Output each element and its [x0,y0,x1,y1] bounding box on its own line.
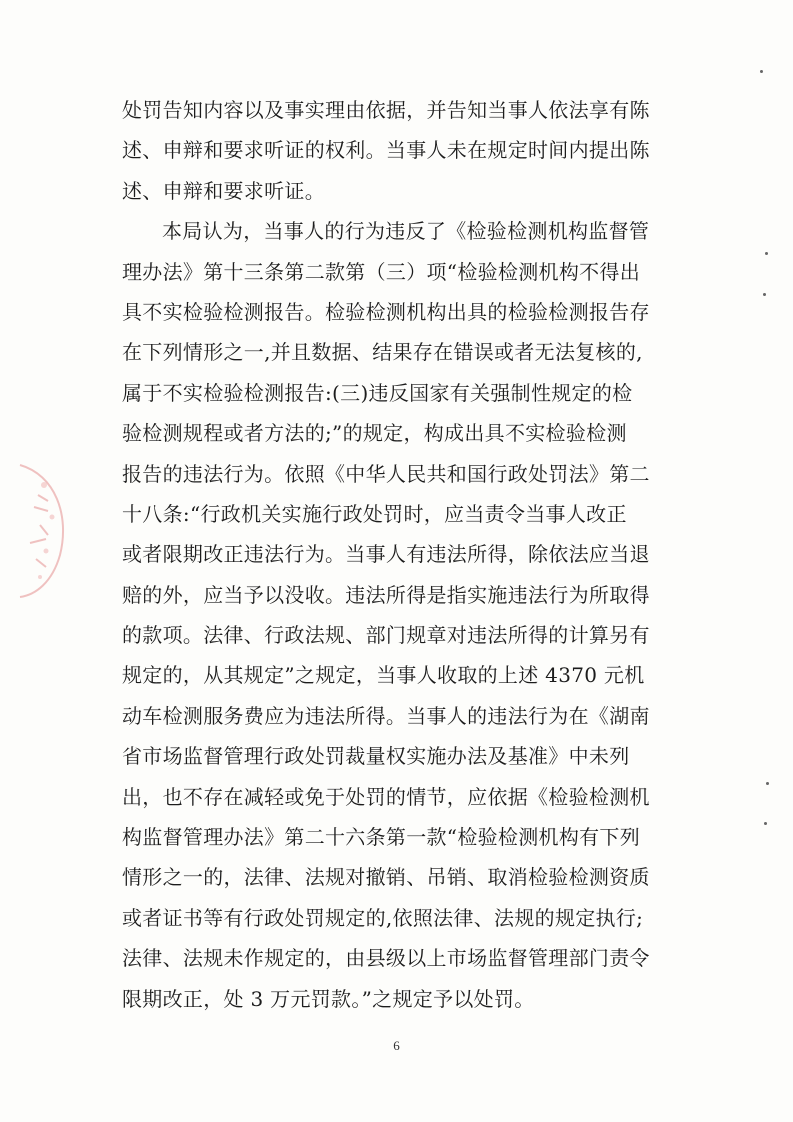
text-line: 赔的外，应当予以没收。违法所得是指实施违法行为所取得 [122,582,650,607]
text-line: 验检测规程或者方法的;”的规定，构成出具不实检验检测 [122,421,627,446]
scan-speck [764,822,767,825]
text-line: 或者证书等有行政处罚规定的,依照法律、法规的规定执行; [122,905,644,930]
text-line: 理办法》第十三条第二款第（三）项“检验检测机构不得出 [122,259,641,284]
scan-speck [766,782,769,785]
page-number: 6 [393,1038,400,1053]
text-line: 属于不实检验检测报告:(三)违反国家有关强制性规定的检 [122,380,633,405]
text-line: 情形之一的，法律、法规对撤销、吊销、取消检验检测资质 [122,865,650,890]
text-line: 述、申辩和要求听证。 [122,178,325,203]
text-line: 具不实检验检测报告。检验检测机构出具的检验检测报告存 [122,299,650,324]
scan-speck [760,70,763,73]
body-text [122,90,682,1019]
text-line: 构监督管理办法》第二十六条第一款“检验检测机构有下列 [122,825,641,850]
scan-speck [765,252,768,255]
text-line: 在下列情形之一,并且数据、结果存在错误或者无法复核的, [122,340,643,365]
text-line: 动车检测服务费应为违法所得。当事人的违法行为在《湖南 [122,703,650,728]
text-line: 处罚告知内容以及事实理由依据，并告知当事人依法享有陈 [122,98,650,122]
text-line: 十八条:“行政机关实施行政处罚时，应当责令当事人改正 [122,501,627,526]
text-line: 述、申辩和要求听证的权利。当事人未在规定时间内提出陈 [122,138,650,163]
text-line: 或者限期改正违法行为。当事人有违法所得，除依法应当退 [122,542,650,567]
text-line: 出，也不存在减轻或免于处罚的情节，应依据《检验检测机 [122,784,650,809]
text-line: 的款项。法律、行政法规、部门规章对违法所得的计算另有 [122,623,650,648]
seal-stamp-fragment [0,455,80,605]
text-line: 限期改正，处 3 万元罚款。”之规定予以处罚。 [122,986,535,1011]
scan-speck [763,293,766,296]
text-line: 报告的违法行为。依照《中华人民共和国行政处罚法》第二 [122,461,650,486]
text-line: 规定的，从其规定”之规定，当事人收取的上述 4370 元机 [122,663,645,688]
text-line: 法律、法规未作规定的，由县级以上市场监督管理部门责令 [122,946,650,971]
text-line: 省市场监督管理行政处罚裁量权实施办法及基准》中未列 [122,744,630,769]
paragraph-start-line: 本局认为，当事人的行为违反了《检验检测机构监督管 [162,219,650,244]
